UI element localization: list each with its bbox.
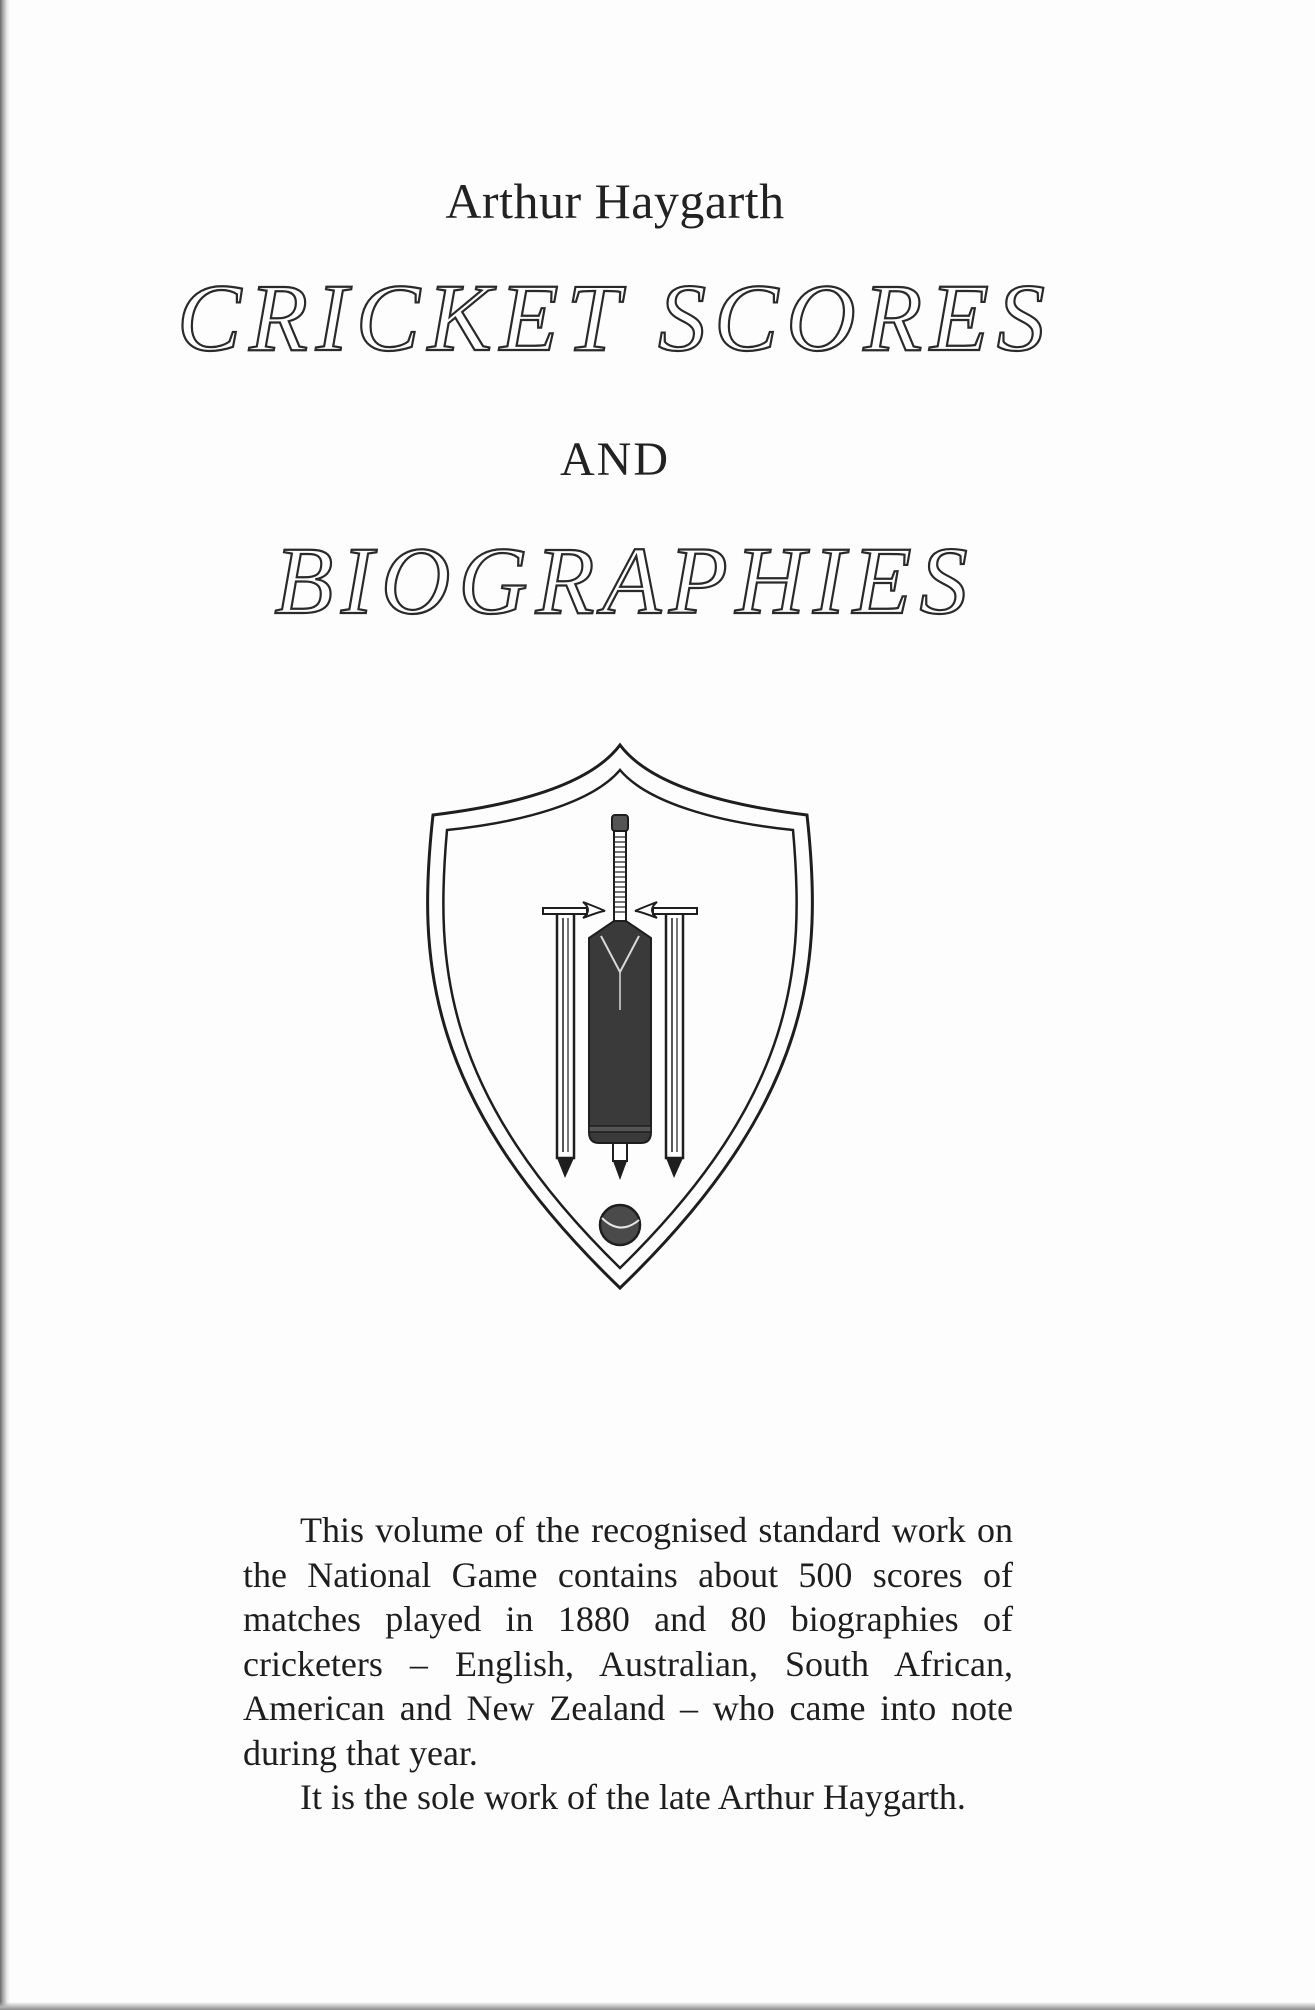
title-biographies: BIOGRAPHIES — [274, 527, 976, 634]
title-and: AND — [560, 433, 670, 486]
blurb-text — [243, 1508, 1013, 1820]
blurb-paragraph-2: It is the sole work of the late Arthur Haygarth. — [300, 1777, 966, 1817]
right-stump-icon — [666, 913, 683, 1178]
title-cricket-scores: CRICKET SCORES — [177, 264, 1053, 371]
cricket-ball-icon — [600, 1205, 640, 1245]
bat-blade-icon — [589, 921, 651, 1143]
page-bottom-edge — [0, 2002, 1315, 2010]
bat-handle-icon — [612, 815, 628, 921]
left-stump-icon — [557, 913, 574, 1178]
author-name: Arthur Haygarth — [445, 173, 785, 229]
cricket-shield-emblem-icon — [415, 740, 825, 1295]
middle-stump-icon — [613, 1143, 627, 1180]
blurb-paragraph-1: This volume of the recognised standard work on the National Game contains about 500 scores of matches played in 1880 and 80 biographies of cricketers – English, Australian, South African, American and New Zealand – who came into note during that year. — [243, 1510, 1013, 1773]
